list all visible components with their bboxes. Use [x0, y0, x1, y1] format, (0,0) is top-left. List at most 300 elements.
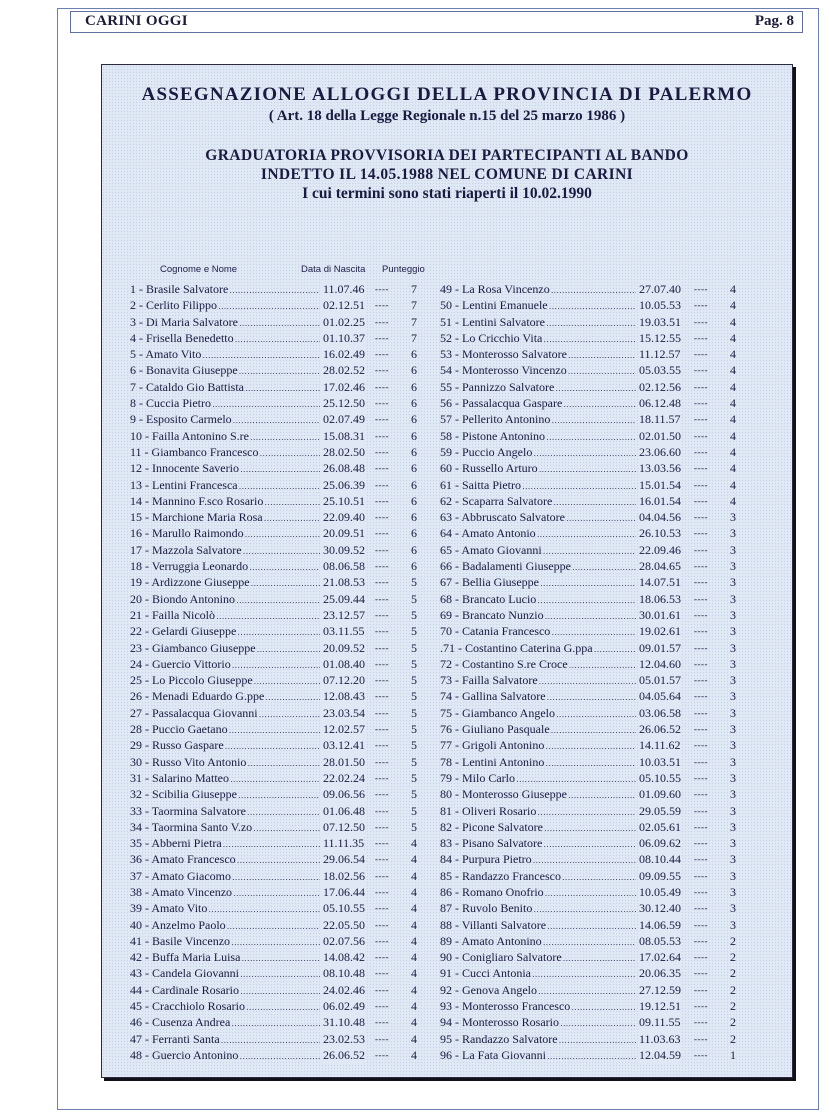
participant-name: 74 - Gallina Salvatore . . . [440, 688, 636, 706]
score: 6 [411, 461, 417, 476]
ranking-row [440, 477, 740, 493]
score: 4 [411, 836, 417, 851]
birth-date: 06.02.49 [323, 999, 365, 1014]
participant-name: 32 - Scibilia Giuseppe . . . [130, 786, 320, 804]
birth-date: 10.05.53 [639, 298, 681, 313]
ranking-row [130, 558, 430, 574]
notice-title: ASSEGNAZIONE ALLOGGI DELLA PROVINCIA DI PALERMO [141, 84, 753, 105]
leader-dashes: ---- [694, 430, 708, 441]
leader-dashes: ---- [694, 284, 708, 294]
leader-dashes: ---- [375, 495, 389, 506]
score: 7 [411, 282, 417, 296]
leader-dashes: ---- [375, 756, 389, 767]
leader-dashes: ---- [694, 626, 708, 637]
score: 6 [411, 510, 417, 525]
ranking-row [130, 591, 430, 607]
ranking-row [440, 917, 740, 933]
score: 4 [411, 852, 417, 867]
birth-date: 30.09.52 [323, 542, 365, 557]
ranking-row [130, 933, 430, 949]
leader-dashes: ---- [375, 609, 389, 620]
score: 5 [411, 607, 417, 622]
ranking-row [130, 542, 430, 558]
participant-name: 10 - Failla Antonino S.re . . . [130, 428, 320, 446]
leader-dashes: ---- [375, 381, 389, 392]
participant-name: 62 - Scaparra Salvatore . . . [440, 493, 636, 511]
birth-date: 10.03.51 [639, 754, 681, 769]
ranking-row [440, 835, 740, 851]
birth-date: 05.10.55 [639, 770, 681, 785]
leader-dashes: ---- [375, 968, 389, 979]
column-header-name: Cognome e Nome [160, 264, 238, 275]
ranking-row [440, 656, 740, 672]
ranking-row [130, 786, 430, 802]
birth-date: 02.05.61 [639, 819, 681, 834]
leader-dashes: ---- [694, 1017, 708, 1028]
ranking-row [130, 623, 430, 639]
ranking-row [130, 297, 430, 313]
ranking-row [440, 933, 740, 949]
leader-dashes: ---- [375, 789, 389, 800]
birth-date: 12.04.59 [639, 1047, 681, 1062]
score: 3 [730, 770, 736, 785]
score: 3 [730, 656, 736, 671]
score: 3 [730, 624, 736, 639]
birth-date: 11.12.57 [639, 347, 681, 362]
ranking-row [440, 525, 740, 541]
leader-dashes: ---- [694, 675, 708, 686]
leader-dashes: ---- [375, 658, 389, 669]
score: 4 [730, 428, 736, 443]
ranking-row [130, 835, 430, 851]
ranking-row [440, 851, 740, 867]
birth-date: 06.09.62 [639, 836, 681, 851]
participant-name: 4 - Frisella Benedetto . . . [130, 330, 320, 348]
birth-date: 05.03.55 [639, 363, 681, 378]
birth-date: 23.06.60 [639, 444, 681, 459]
leader-dashes: ---- [375, 886, 389, 897]
score: 2 [730, 933, 736, 948]
ranking-row [130, 607, 430, 623]
participant-name: 38 - Amato Vincenzo . . . [130, 884, 320, 902]
birth-date: 08.06.58 [323, 559, 365, 574]
birth-date: 22.02.24 [323, 770, 365, 785]
leader-dashes: ---- [694, 886, 708, 897]
ranking-row [440, 330, 740, 346]
leader-dashes: ---- [375, 626, 389, 637]
birth-date: 12.08.43 [323, 689, 365, 704]
birth-date: 03.12.41 [323, 738, 365, 753]
participant-name: 73 - Failla Salvatore . . . [440, 672, 636, 690]
birth-date: 01.08.40 [323, 656, 365, 671]
leader-dashes: ---- [694, 332, 708, 343]
ranking-row [130, 395, 430, 411]
birth-date: 04.04.56 [639, 510, 681, 525]
ranking-row [130, 819, 430, 835]
ranking-row [130, 949, 430, 965]
notice-subtitle: ( Art. 18 della Legge Regionale n.15 del 25 marzo 1986 ) [268, 108, 626, 124]
score: 3 [730, 836, 736, 851]
score: 5 [411, 738, 417, 753]
score: 3 [730, 819, 736, 834]
participant-name: 23 - Giambanco Giuseppe . . . [130, 640, 320, 658]
birth-date: 07.12.20 [323, 673, 365, 688]
participant-name: 82 - Picone Salvatore . . . [440, 819, 636, 837]
participant-name: 70 - Catania Francesco . . . [440, 623, 636, 641]
score: 4 [730, 461, 736, 476]
score: 3 [730, 526, 736, 541]
ranking-row [440, 998, 740, 1014]
birth-date: 17.02.46 [323, 379, 365, 394]
score: 3 [730, 510, 736, 525]
score: 3 [730, 917, 736, 932]
birth-date: 22.09.40 [323, 510, 365, 525]
birth-date: 22.09.46 [639, 542, 681, 557]
score: 4 [730, 412, 736, 427]
participant-name: 68 - Brancato Lucio . . . [440, 591, 636, 609]
birth-date: 21.08.53 [323, 575, 365, 590]
birth-date: 27.07.40 [639, 282, 681, 296]
participant-name: 5 - Amato Vito . . . [130, 346, 320, 364]
leader-dashes: ---- [375, 332, 389, 343]
participant-name: 57 - Pellerito Antonino . . . [440, 411, 636, 429]
birth-date: 30.01.61 [639, 607, 681, 622]
participant-name: 41 - Basile Vincenzo . . . [130, 933, 320, 951]
participant-name: 2 - Cerlito Filippo . . . [130, 297, 320, 315]
ranking-row [130, 803, 430, 819]
ranking-row [440, 705, 740, 721]
birth-date: 29.06.54 [323, 852, 365, 867]
participant-name: 78 - Lentini Antonino . . . [440, 754, 636, 772]
birth-date: 11.03.63 [639, 1031, 681, 1046]
ranking-heading-line1: GRADUATORIA PROVVISORIA DEI PARTECIPANTI AL BANDO [205, 147, 689, 164]
column-header-birth-date: Data di Nascita [301, 264, 366, 275]
participant-name: 60 - Russello Arturo . . . [440, 460, 636, 478]
birth-date: 28.02.52 [323, 363, 365, 378]
leader-dashes: ---- [694, 512, 708, 523]
participant-name: 96 - La Fata Giovanni . . . [440, 1047, 636, 1065]
leader-dashes: ---- [694, 1033, 708, 1044]
ranking-list-right [440, 281, 740, 1063]
ranking-row [440, 900, 740, 916]
leader-dashes: ---- [375, 642, 389, 653]
score: 2 [730, 966, 736, 981]
leader-dashes: ---- [375, 740, 389, 751]
leader-dashes: ---- [375, 398, 389, 409]
ranking-row [130, 900, 430, 916]
participant-name: 87 - Ruvolo Benito . . . [440, 900, 636, 918]
ranking-row [130, 509, 430, 525]
score: 7 [411, 330, 417, 345]
participant-name: 43 - Candela Giovanni . . . [130, 965, 320, 983]
score: 2 [730, 950, 736, 965]
leader-dashes: ---- [694, 707, 708, 718]
participant-name: 65 - Amato Giovanni . . . [440, 542, 636, 560]
leader-dashes: ---- [694, 854, 708, 865]
score: 4 [730, 330, 736, 345]
ranking-row [130, 379, 430, 395]
participant-name: 61 - Saitta Pietro . . . [440, 477, 636, 495]
score: 4 [411, 950, 417, 965]
ranking-row [440, 509, 740, 525]
score: 4 [730, 298, 736, 313]
birth-date: 30.12.40 [639, 901, 681, 916]
score: 5 [411, 673, 417, 688]
birth-date: 02.12.51 [323, 298, 365, 313]
leader-dashes: ---- [375, 691, 389, 702]
participant-name: 25 - Lo Piccolo Giuseppe . . . [130, 672, 320, 690]
participant-name: 26 - Menadi Eduardo G.ppe . . . [130, 688, 320, 706]
birth-date: 26.08.48 [323, 461, 365, 476]
score: 4 [411, 1015, 417, 1030]
leader-dashes: ---- [694, 870, 708, 881]
leader-dashes: ---- [694, 724, 708, 735]
participant-name: 51 - Lentini Salvatore . . . [440, 314, 636, 332]
score: 3 [730, 901, 736, 916]
ranking-heading-line2: INDETTO IL 14.05.1988 NEL COMUNE DI CARINI [260, 166, 634, 183]
birth-date: 15.08.31 [323, 428, 365, 443]
participant-name: 81 - Oliveri Rosario . . . [440, 803, 636, 821]
leader-dashes: ---- [375, 675, 389, 686]
birth-date: 05.10.55 [323, 901, 365, 916]
ranking-row [440, 623, 740, 639]
leader-dashes: ---- [375, 544, 389, 555]
ranking-row [440, 949, 740, 965]
score: 2 [730, 1031, 736, 1046]
birth-date: 20.09.52 [323, 640, 365, 655]
score: 4 [730, 314, 736, 329]
participant-name: 36 - Amato Francesco . . . [130, 851, 320, 869]
leader-dashes: ---- [694, 838, 708, 849]
birth-date: 25.09.44 [323, 591, 365, 606]
birth-date: 12.02.57 [323, 722, 365, 737]
ranking-heading-line3: I cui termini sono stati riaperti il 10.02.1990 [302, 185, 592, 202]
ranking-row [130, 1014, 430, 1030]
score: 6 [411, 493, 417, 508]
birth-date: 01.06.48 [323, 803, 365, 818]
leader-dashes: ---- [694, 919, 708, 930]
leader-dashes: ---- [694, 381, 708, 392]
leader-dashes: ---- [375, 903, 389, 914]
birth-date: 02.01.50 [639, 428, 681, 443]
leader-dashes: ---- [375, 528, 389, 539]
birth-date: 14.11.62 [639, 738, 681, 753]
participant-name: 86 - Romano Onofrio . . . [440, 884, 636, 902]
ranking-row [130, 411, 430, 427]
participant-name: 42 - Buffa Maria Luisa . . . [130, 949, 320, 967]
score: 4 [411, 966, 417, 981]
ranking-row [440, 591, 740, 607]
participant-name: 50 - Lentini Emanuele . . . [440, 297, 636, 315]
score: 3 [730, 591, 736, 606]
participant-name: 83 - Pisano Salvatore . . . [440, 835, 636, 853]
ranking-row [130, 672, 430, 688]
leader-dashes: ---- [375, 300, 389, 311]
ranking-row [440, 786, 740, 802]
leader-dashes: ---- [694, 772, 708, 783]
ranking-row [440, 297, 740, 313]
participant-name: 66 - Badalamenti Giuseppe . . . [440, 558, 636, 576]
birth-date: 17.02.64 [639, 950, 681, 965]
score: 3 [730, 852, 736, 867]
ranking-row [440, 314, 740, 330]
score: 5 [411, 575, 417, 590]
participant-name: 18 - Verruggia Leonardo . . . [130, 558, 320, 576]
birth-date: 11.11.35 [323, 836, 365, 851]
leader-dashes: ---- [694, 609, 708, 620]
score: 5 [411, 591, 417, 606]
participant-name: 77 - Grigoli Antonino . . . [440, 737, 636, 755]
score: 3 [730, 575, 736, 590]
leader-dashes: ---- [375, 316, 389, 327]
birth-date: 22.05.50 [323, 917, 365, 932]
participant-name: 63 - Abbruscato Salvatore . . . [440, 509, 636, 527]
ranking-list-left [130, 281, 430, 1063]
participant-name: 76 - Giuliano Pasquale . . . [440, 721, 636, 739]
score: 4 [411, 917, 417, 932]
ranking-row [130, 314, 430, 330]
participant-name: 44 - Cardinale Rosario . . . [130, 982, 320, 1000]
participant-name: 94 - Monterosso Rosario . . . [440, 1014, 636, 1032]
ranking-row [440, 428, 740, 444]
participant-name: 33 - Taormina Salvatore . . . [130, 803, 320, 821]
participant-name: 90 - Conigliaro Salvatore . . . [440, 949, 636, 967]
birth-date: 06.12.48 [639, 396, 681, 411]
birth-date: 19.02.61 [639, 624, 681, 639]
score: 7 [411, 314, 417, 329]
birth-date: 26.06.52 [639, 722, 681, 737]
ranking-row [130, 705, 430, 721]
column-header-score: Punteggio [382, 264, 425, 275]
ranking-row [440, 803, 740, 819]
birth-date: 01.09.60 [639, 787, 681, 802]
birth-date: 10.05.49 [639, 884, 681, 899]
leader-dashes: ---- [694, 658, 708, 669]
ranking-row [130, 1047, 430, 1063]
ranking-row [130, 656, 430, 672]
leader-dashes: ---- [694, 1001, 708, 1012]
participant-name: 93 - Monterosso Francesco . . . [440, 998, 636, 1016]
birth-date: 04.05.64 [639, 689, 681, 704]
participant-name: 39 - Amato Vito . . . [130, 900, 320, 918]
score: 4 [411, 868, 417, 883]
leader-dashes: ---- [694, 414, 708, 425]
score: 3 [730, 689, 736, 704]
participant-name: 56 - Passalacqua Gaspare . . . [440, 395, 636, 413]
participant-name: 15 - Marchione Maria Rosa . . . [130, 509, 320, 527]
ranking-row [440, 737, 740, 753]
ranking-row [440, 754, 740, 770]
ranking-row [440, 982, 740, 998]
score: 6 [411, 559, 417, 574]
leader-dashes: ---- [375, 724, 389, 735]
score: 4 [411, 933, 417, 948]
ranking-row [130, 493, 430, 509]
publication-title: CARINI OGGI [85, 13, 188, 29]
birth-date: 19.12.51 [639, 999, 681, 1014]
birth-date: 25.12.50 [323, 396, 365, 411]
leader-dashes: ---- [694, 935, 708, 946]
score: 6 [411, 396, 417, 411]
participant-name: 35 - Abberni Pietra . . . [130, 835, 320, 853]
leader-dashes: ---- [375, 561, 389, 572]
score: 7 [411, 298, 417, 313]
participant-name: 20 - Biondo Antonino . . . [130, 591, 320, 609]
leader-dashes: ---- [375, 446, 389, 457]
leader-dashes: ---- [375, 1001, 389, 1012]
leader-dashes: ---- [694, 593, 708, 604]
birth-date: 27.12.59 [639, 982, 681, 997]
birth-date: 17.06.44 [323, 884, 365, 899]
ranking-row [130, 428, 430, 444]
participant-name: 95 - Randazzo Salvatore . . . [440, 1031, 636, 1049]
ranking-row [440, 444, 740, 460]
birth-date: 01.02.25 [323, 314, 365, 329]
score: 5 [411, 689, 417, 704]
ranking-row [440, 819, 740, 835]
birth-date: 23.12.57 [323, 607, 365, 622]
score: 4 [730, 379, 736, 394]
birth-date: 15.01.54 [639, 477, 681, 492]
score: 3 [730, 868, 736, 883]
participant-name: 92 - Genova Angelo . . . [440, 982, 636, 1000]
ranking-row [130, 1031, 430, 1047]
ranking-row [130, 281, 430, 297]
leader-dashes: ---- [375, 919, 389, 930]
birth-date: 26.10.53 [639, 526, 681, 541]
participant-name: 7 - Cataldo Gio Battista . . . [130, 379, 320, 397]
birth-date: 25.10.51 [323, 493, 365, 508]
birth-date: 14.07.51 [639, 575, 681, 590]
birth-date: 13.03.56 [639, 461, 681, 476]
score: 5 [411, 819, 417, 834]
birth-date: 02.07.56 [323, 933, 365, 948]
ranking-row [130, 998, 430, 1014]
ranking-row [440, 640, 740, 656]
participant-name: 54 - Monterosso Vincenzo . . . [440, 362, 636, 380]
score: 4 [411, 1031, 417, 1046]
score: 3 [730, 884, 736, 899]
score: 3 [730, 607, 736, 622]
birth-date: 07.12.50 [323, 819, 365, 834]
score: 4 [730, 396, 736, 411]
participant-name: 45 - Cracchiolo Rosario . . . [130, 998, 320, 1016]
ranking-row [130, 982, 430, 998]
participant-name: 6 - Bonavita Giuseppe . . . [130, 362, 320, 380]
leader-dashes: ---- [694, 561, 708, 572]
ranking-row [130, 444, 430, 460]
leader-dashes: ---- [375, 870, 389, 881]
leader-dashes: ---- [694, 984, 708, 995]
leader-dashes: ---- [694, 544, 708, 555]
participant-name: 27 - Passalacqua Giovanni . . . [130, 705, 320, 723]
score: 3 [730, 705, 736, 720]
ranking-row [440, 607, 740, 623]
birth-date: 31.10.48 [323, 1015, 365, 1030]
score: 6 [411, 477, 417, 492]
score: 3 [730, 542, 736, 557]
participant-name: 28 - Puccio Gaetano . . . [130, 721, 320, 739]
ranking-row [130, 884, 430, 900]
birth-date: 28.04.65 [639, 559, 681, 574]
leader-dashes: ---- [375, 984, 389, 995]
participant-name: 80 - Monterosso Giuseppe . . . [440, 786, 636, 804]
birth-date: 03.06.58 [639, 705, 681, 720]
leader-dashes: ---- [375, 593, 389, 604]
leader-dashes: ---- [375, 577, 389, 588]
participant-name: 9 - Esposito Carmelo . . . [130, 411, 320, 429]
score: 3 [730, 787, 736, 802]
